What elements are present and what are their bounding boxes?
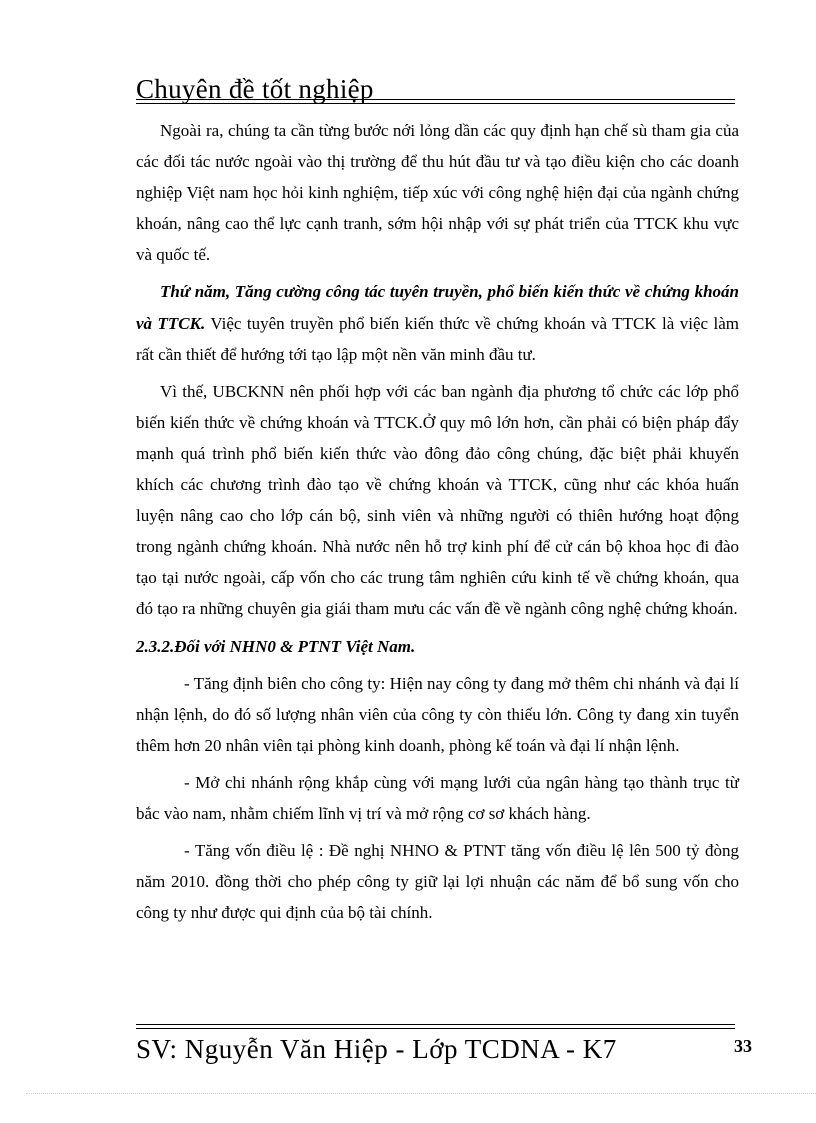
section-heading: 2.3.2.Đối với NHN0 & PTNT Việt Nam. <box>136 636 416 656</box>
paragraph-1: Ngoài ra, chúng ta cần từng bước nới lỏng dần các quy định hạn chế sù tham gia của các đối tác nước ngoài vào thị trường để thu hút đầu tư và tạo điều kiện cho các doanh nghiệp Việt nam học hỏi kinh nghiệm, tiếp xúc với công nghệ hiện đại của ngành chứng khoán, nâng cao thể lực cạnh tranh, sớm hội nhập với sự phát triển của TTCK khu vực và quốc tế. <box>136 121 739 265</box>
footer-author-line: SV: Nguyễn Văn Hiệp - Lớp TCDNA - K7 <box>136 1034 617 1064</box>
header-rule-bottom <box>136 103 735 104</box>
paragraph-2-text: Việc tuyên truyền phổ biến kiến thức về chứng khoán và TTCK là việc làm rất cần thiết để hướng tới tạo lập một nền văn minh đầu tư. <box>136 313 739 364</box>
paragraph-3: Vì thế, UBCKNN nên phối hợp với các ban ngành địa phương tổ chức các lớp phổ biến kiến thức về chứng khoán và TTCK.Ở quy mô lớn hơn, cần phải có biện pháp đẩy mạnh quá trình phổ biến kiến thức vào đông đảo công chúng, đặc biệt phải khuyến khích các chương trình đào tạo về chứng khoán và TTCK, cũng như các khóa huấn luyện nâng cao cho lớp cán bộ, sinh viên và những người có thiên hướng hoạt động trong ngành chứng khoán. Nhà nước nên hỗ trợ kinh phí để cử cán bộ khoa học đi đào tạo tại nước ngoài, cấp vốn cho các trung tâm nghiên cứu kinh tế về chứng khoán, qua đó tạo ra những chuyên gia giái tham mưu các vấn đề về ngành công nghệ chứng khoán. <box>136 381 739 619</box>
bullet-1: - Tăng định biên cho công ty: Hiện nay công ty đang mở thêm chi nhánh và đại lí nhận lệnh, do đó số lượng nhân viên của công ty còn thiếu lớn. Công ty đang xin tuyển thêm hơn 20 nhân viên tại phòng kinh doanh, phòng kế toán và đại lí nhận lệnh. <box>136 673 739 755</box>
footer-rule-bottom <box>136 1028 735 1029</box>
header-rule-top <box>136 99 735 100</box>
bullet-3: - Tăng vốn điều lệ : Đề nghị NHNO & PTNT tăng vốn điều lệ lên 500 tỷ đòng năm 2010. đồng thời cho phép công ty giữ lại lợi nhuận các năm để bổ sung vốn cho công ty như được qui định của bộ tài chính. <box>136 841 739 923</box>
bullet-2: - Mở chi nhánh rộng khắp cùng với mạng lưới của ngân hàng tạo thành trục từ bắc vào nam, nhằm chiếm lĩnh vị trí và mở rộng cơ sơ khách hàng. <box>136 772 739 823</box>
page-edge <box>26 1093 816 1094</box>
footer-rule-top <box>136 1024 735 1025</box>
page-number: 33 <box>734 1036 752 1056</box>
paragraph-2-heading: Thứ năm, Tăng cường công tác tuyên truyền, phổ biến kiến thức về chứng khoán và TTCK. <box>136 282 739 333</box>
header-title: Chuyên đề tốt nghiệp <box>136 74 374 104</box>
body-content <box>136 115 739 934</box>
paragraph-2 <box>136 276 739 369</box>
